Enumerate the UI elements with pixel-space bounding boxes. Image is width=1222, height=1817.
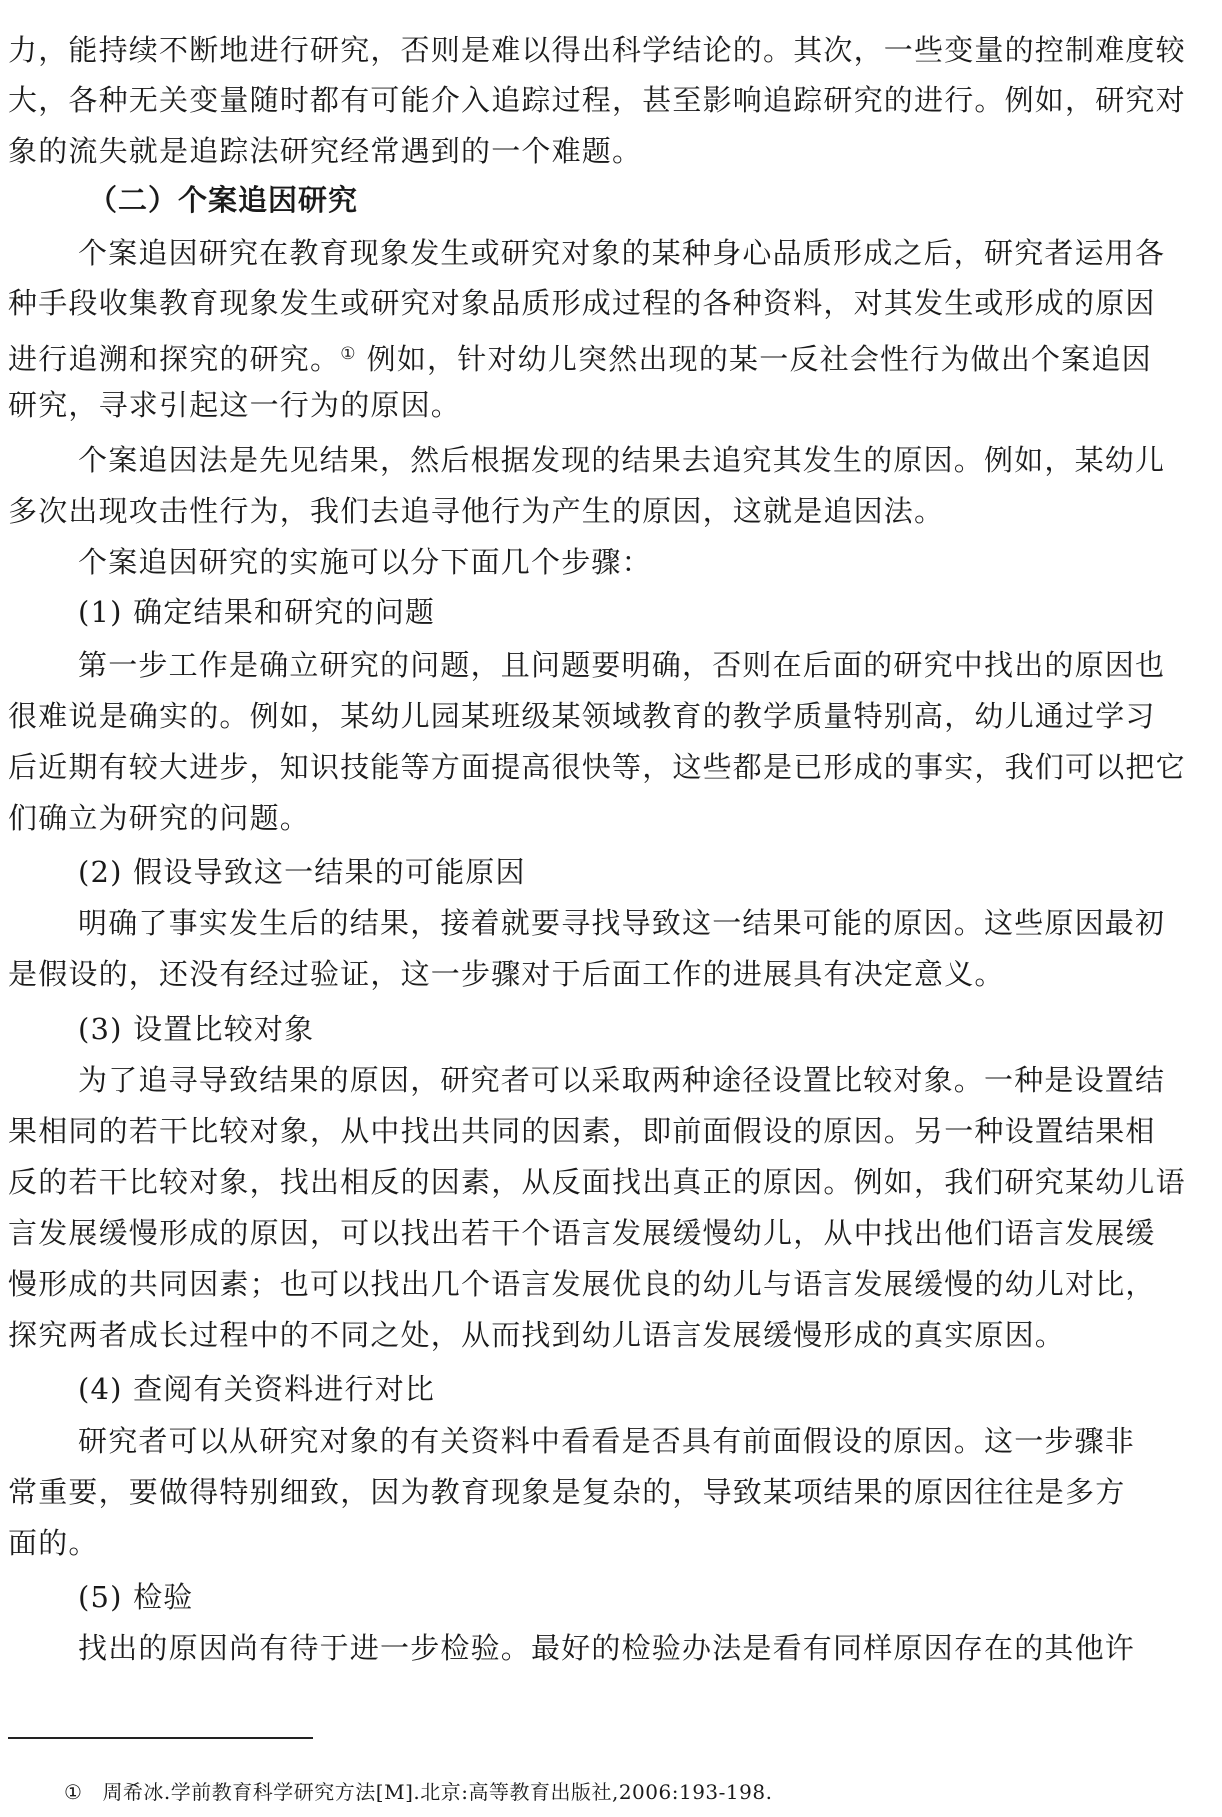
section-heading: （二）个案追因研究 [88, 183, 359, 217]
text-line: 反的若干比较对象，找出相反的因素，从反面找出真正的原因。例如，我们研究某幼儿语 [8, 1165, 1186, 1199]
text-line: 言发展缓慢形成的原因，可以找出若干个语言发展缓慢幼儿，从中找出他们语言发展缓 [8, 1216, 1156, 1250]
text-line: 后近期有较大进步，知识技能等方面提高很快等，这些都是已形成的事实，我们可以把它 [8, 750, 1186, 784]
text-line: 研究者可以从研究对象的有关资料中看看是否具有前面假设的原因。这一步骤非 [78, 1424, 1136, 1458]
text-line: 果相同的若干比较对象，从中找出共同的因素，即前面假设的原因。另一种设置结果相 [8, 1114, 1156, 1148]
text-line: 明确了事实发生后的结果，接着就要寻找导致这一结果可能的原因。这些原因最初 [78, 906, 1166, 940]
text-line: 研究，寻求引起这一行为的原因。 [8, 388, 462, 422]
text-line: 是假设的，还没有经过验证，这一步骤对于后面工作的进展具有决定意义。 [8, 957, 1005, 991]
footnote-mark: ① [64, 1780, 83, 1804]
text-line: 常重要，要做得特别细致，因为教育现象是复杂的，导致某项结果的原因往往是多方 [8, 1475, 1126, 1509]
text-line: 们确立为研究的问题。 [8, 801, 311, 835]
text-line: 慢形成的共同因素；也可以找出几个语言发展优良的幼儿与语言发展缓慢的幼儿对比， [8, 1267, 1156, 1301]
text-line: 大，各种无关变量随时都有可能介入追踪过程，甚至影响追踪研究的进行。例如，研究对 [8, 83, 1186, 117]
text-span: 进行追溯和探究的研究。 [8, 342, 341, 376]
text-span: 例如，针对幼儿突然出现的某一反社会性行为做出个案追因 [366, 342, 1152, 376]
footnote [64, 1779, 772, 1805]
text-line: 找出的原因尚有待于进一步检验。最好的检验办法是看有同样原因存在的其他许 [78, 1631, 1136, 1665]
text-line [8, 334, 1208, 374]
step-title: (4) 查阅有关资料进行对比 [78, 1372, 436, 1406]
footnote-divider [8, 1737, 313, 1739]
step-title: (1) 确定结果和研究的问题 [78, 595, 436, 629]
text-line: 很难说是确实的。例如，某幼儿园某班级某领域教育的教学质量特别高，幼儿通过学习 [8, 699, 1156, 733]
text-line: 第一步工作是确立研究的问题，且问题要明确，否则在后面的研究中找出的原因也 [78, 648, 1166, 682]
footnote-text: 周希冰.学前教育科学研究方法[M].北京:高等教育出版社,2006:193-198. [102, 1780, 773, 1804]
text-line: 为了追寻导致结果的原因，研究者可以采取两种途径设置比较对象。一种是设置结 [78, 1063, 1166, 1097]
text-line: 探究两者成长过程中的不同之处，从而找到幼儿语言发展缓慢形成的真实原因。 [8, 1318, 1066, 1352]
footnote-reference[interactable]: ① [340, 344, 357, 364]
text-line: 个案追因研究的实施可以分下面几个步骤： [78, 545, 652, 579]
text-line: 种手段收集教育现象发生或研究对象品质形成过程的各种资料，对其发生或形成的原因 [8, 286, 1156, 320]
step-title: (3) 设置比较对象 [78, 1012, 315, 1046]
step-title: (2) 假设导致这一结果的可能原因 [78, 855, 526, 889]
step-title: (5) 检验 [78, 1580, 194, 1614]
text-line: 个案追因法是先见结果，然后根据发现的结果去追究其发生的原因。例如，某幼儿 [78, 443, 1166, 477]
text-line: 力，能持续不断地进行研究，否则是难以得出科学结论的。其次，一些变量的控制难度较 [8, 33, 1186, 67]
text-line: 面的。 [8, 1526, 99, 1560]
text-line: 象的流失就是追踪法研究经常遇到的一个难题。 [8, 134, 643, 168]
text-line: 个案追因研究在教育现象发生或研究对象的某种身心品质形成之后，研究者运用各 [78, 236, 1166, 270]
text-line: 多次出现攻击性行为，我们去追寻他行为产生的原因，这就是追因法。 [8, 494, 945, 528]
